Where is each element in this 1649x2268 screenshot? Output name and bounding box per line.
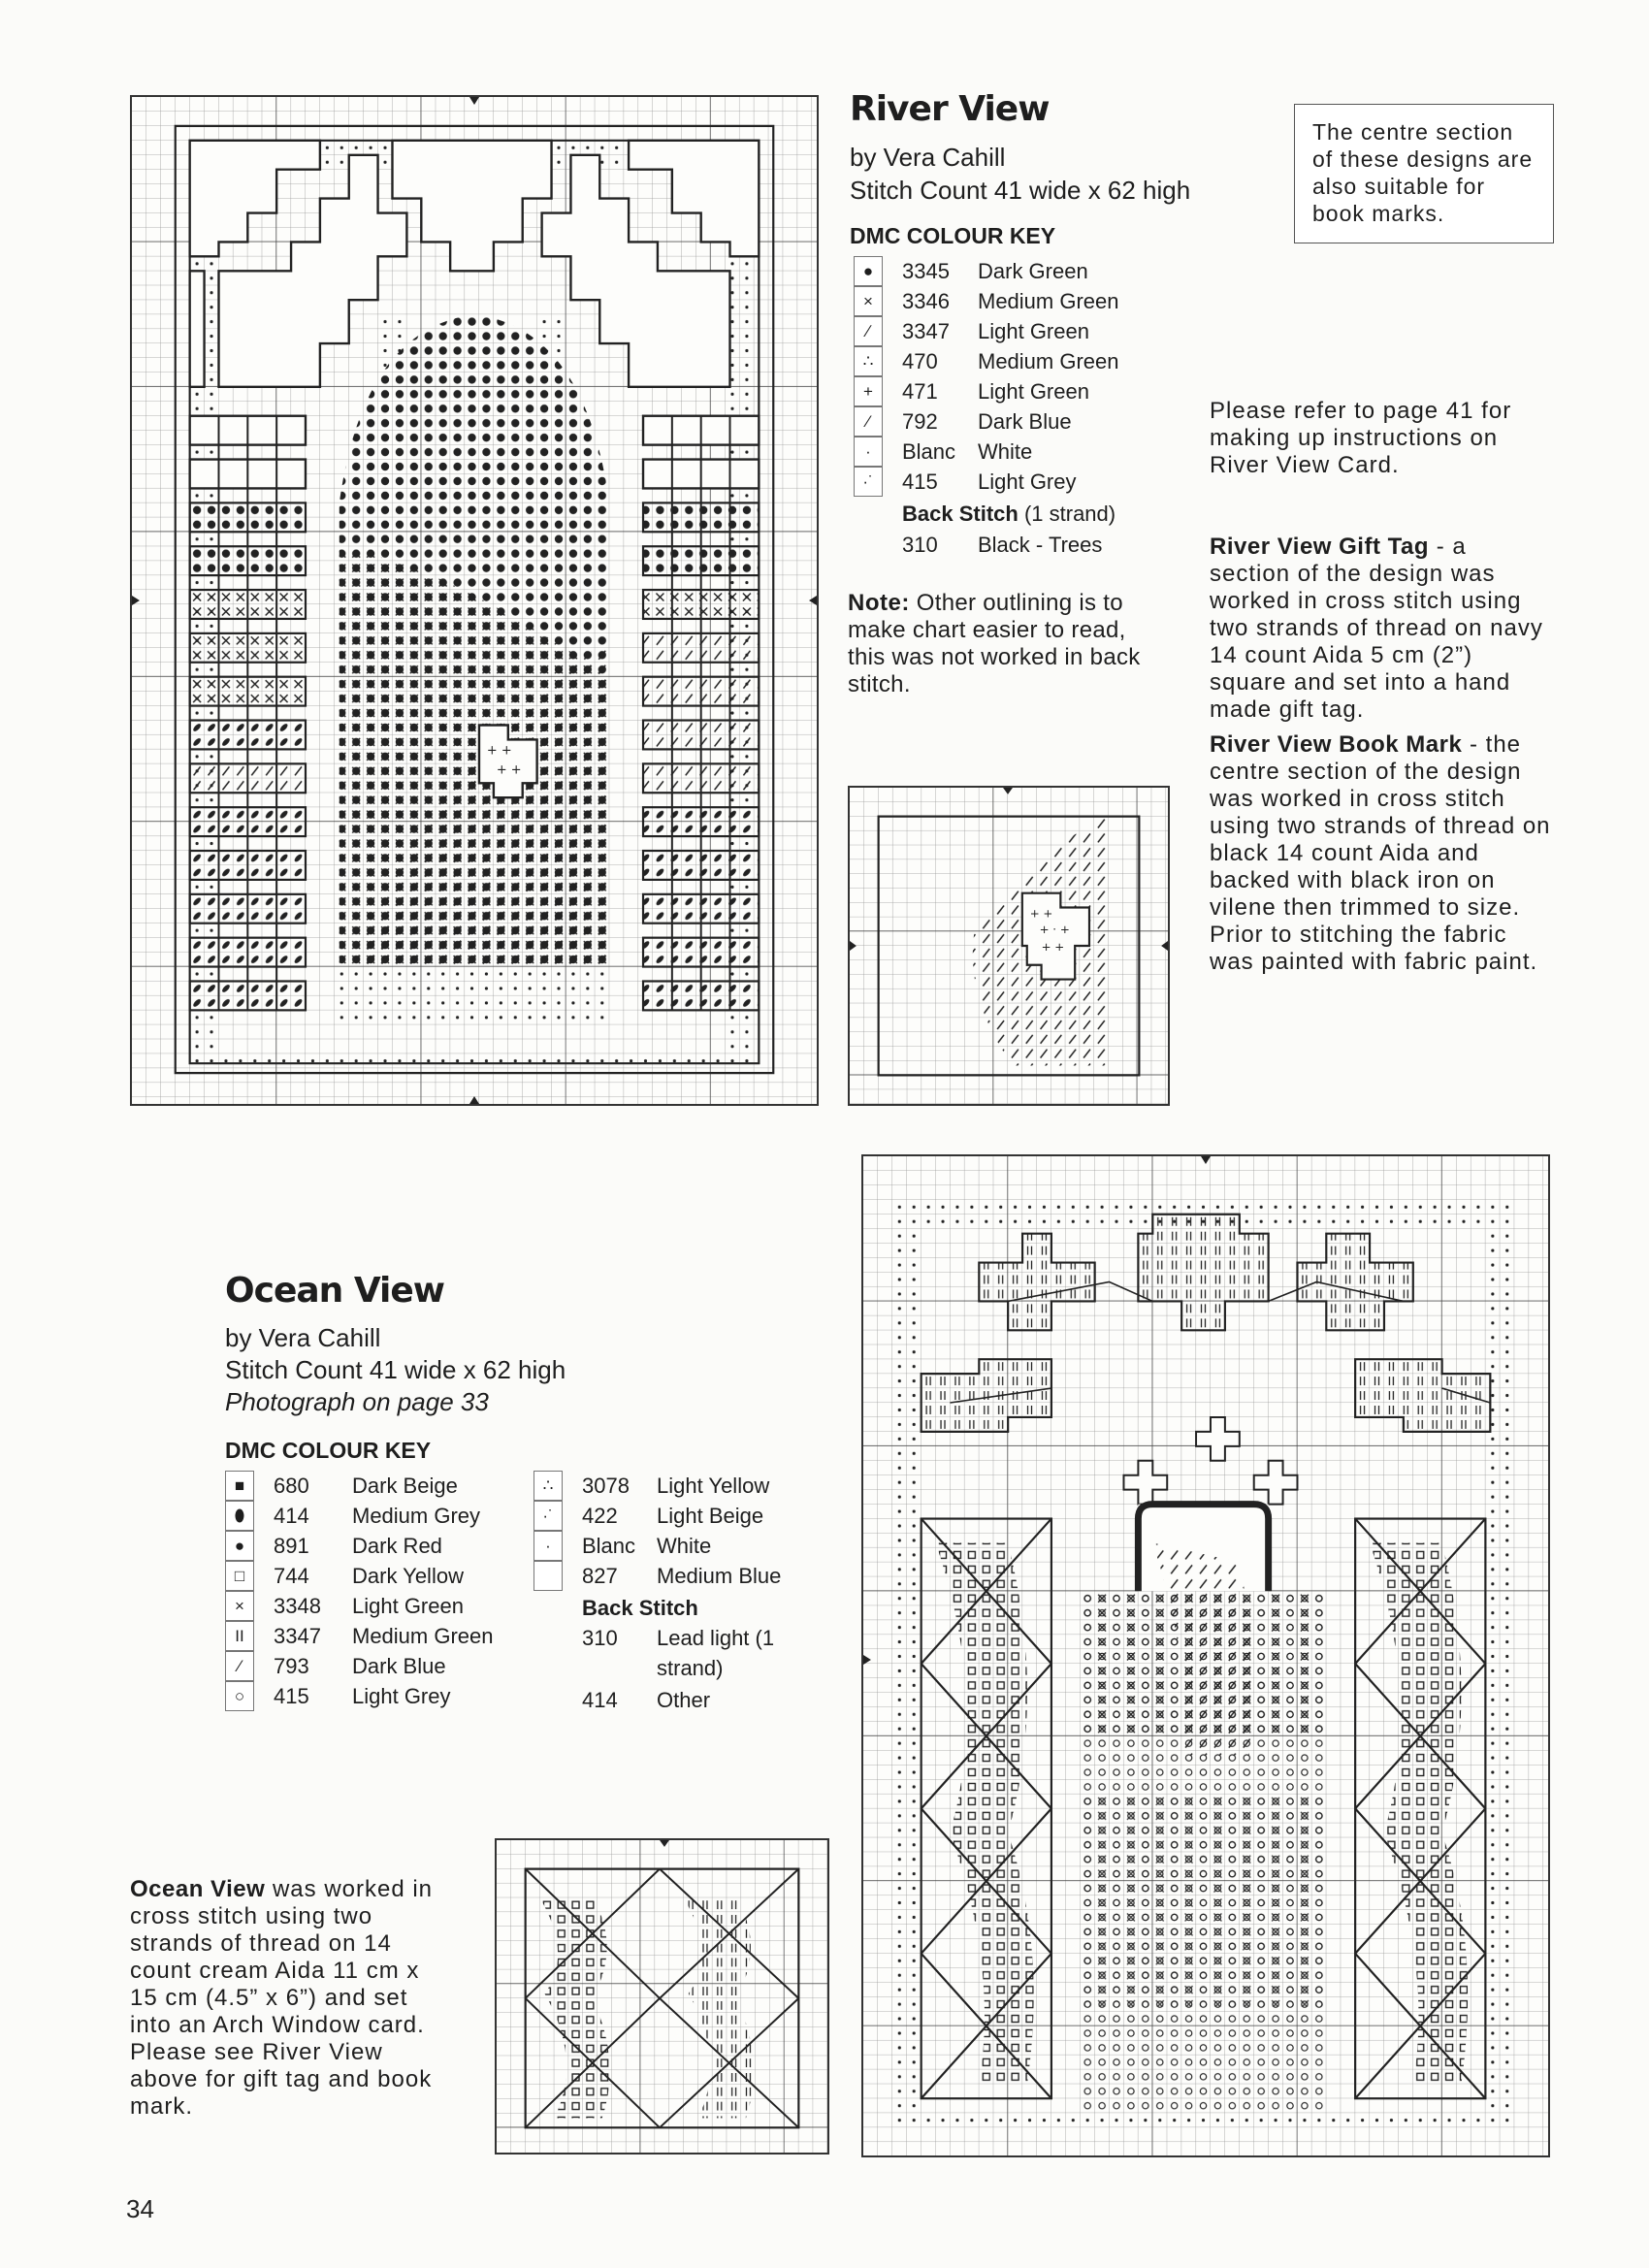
colour-name: Dark Red [352,1534,442,1558]
ocean-key-row [225,1681,516,1711]
ocean-key-row [225,1561,516,1591]
river-view-stitch-count: Stitch Count 41 wide x 62 high [850,176,1191,205]
ocean-key-row [225,1531,516,1561]
dmc-number: 414 [274,1504,309,1528]
colour-name: Light Green [352,1594,464,1618]
ocean-key-row [534,1501,824,1531]
river-view-book-mark-text [1210,731,1553,976]
symbol-swatch: □ [225,1561,254,1591]
symbol-swatch: ∕ [854,316,883,346]
book-mark-text: - the centre section of the design was worked in cross stitch using two strands of thread on black 14 count Aida and backed with black iron on vilene then trimmed to size. Prior to stitching the fabric was painted with fabric paint. [1210,731,1551,975]
colour-name: Light Grey [978,470,1077,494]
symbol-swatch: ○ [225,1681,254,1711]
back-stitch-label: Back Stitch [902,502,1018,526]
dmc-number: 415 [274,1684,309,1708]
ocean-view-title: Ocean View [225,1271,445,1311]
colour-name: Dark Blue [978,409,1072,434]
ocean-key-row [225,1621,516,1651]
river-key-row [854,406,1203,437]
symbol-swatch: ·˙ [534,1501,563,1531]
colour-name: Medium Blue [657,1564,782,1588]
dmc-number: 3347 [902,319,950,343]
dmc-number: 3345 [902,259,950,283]
ocean-view-author: by Vera Cahill [225,1323,381,1352]
colour-name: Dark Blue [352,1654,446,1678]
symbol-swatch: ● [854,256,883,286]
colour-name: Medium Green [352,1624,494,1648]
svg-text:+ · +: + · + [1039,923,1070,937]
symbol-swatch: ⬮ [225,1501,254,1531]
colour-name: Light Green [978,319,1089,343]
svg-text:+ +: + + [496,762,522,778]
svg-text:+ +: + + [486,743,512,759]
ocean-view-small-chart [495,1838,829,2155]
ocean-back-stitch-heading [582,1593,824,1623]
symbol-swatch: · [854,437,883,467]
symbol-swatch: ● [225,1531,254,1561]
book-mark-note-box: The centre section of these designs are also suitable for book marks. [1294,104,1554,243]
ocean-view-photo-ref: Photograph on page 33 [225,1387,489,1416]
symbol-swatch: · [534,1531,563,1561]
dmc-number: 744 [274,1564,309,1588]
symbol-swatch: × [225,1591,254,1621]
dmc-number: 792 [902,409,938,434]
ocean-key-row [534,1471,824,1501]
dmc-number: 310 [902,533,938,557]
ocean-view-stitch-count: Stitch Count 41 wide x 62 high [225,1355,566,1384]
river-key-row [854,316,1203,346]
dmc-number: 680 [274,1474,309,1498]
river-view-gift-tag-chart [848,786,1170,1106]
colour-name: Dark Green [978,259,1088,283]
colour-name: Light Yellow [657,1474,770,1498]
colour-name: Other [657,1688,711,1712]
colour-name: Light Grey [352,1684,451,1708]
colour-name: Dark Yellow [352,1564,464,1588]
river-view-title: River View [850,89,1050,129]
river-key-row [854,286,1203,316]
river-key-row [854,437,1203,467]
symbol-swatch: + [854,376,883,406]
dmc-number: 3346 [902,289,950,313]
svg-text:+ +: + + [1041,939,1065,954]
symbol-swatch: ·˙ [854,467,883,497]
colour-name: Light Green [978,379,1089,404]
dmc-number: 471 [902,379,938,404]
ocean-key-row [225,1501,516,1531]
river-back-stitch-row [854,530,1203,560]
worked-text: was worked in cross stitch using two strands of thread on 14 count cream Aida 11 cm x 15 cm (4.5” x 6”) and set into an Arch Window card. Please see River View above for gift tag and book mark. [130,1876,434,2120]
dmc-number: 3078 [582,1474,630,1498]
symbol-swatch: × [854,286,883,316]
ocean-key-row [225,1471,516,1501]
back-stitch-label: Back Stitch [582,1596,698,1620]
dmc-number: 470 [902,349,938,373]
ocean-back-stitch-row [534,1685,824,1715]
symbol-swatch: ■ [225,1471,254,1501]
dmc-number: 3347 [274,1624,321,1648]
symbol-swatch [534,1561,563,1591]
colour-name: White [657,1534,712,1558]
dmc-number: 422 [582,1504,618,1528]
colour-name: Light Beige [657,1504,764,1528]
river-view-note [848,590,1168,698]
ocean-key-row [534,1531,824,1561]
colour-name: Black - Trees [978,533,1103,557]
river-key-row [854,376,1203,406]
ocean-view-worked-text [130,1876,454,2121]
ocean-back-stitch-row [534,1623,824,1683]
colour-name: Dark Beige [352,1474,458,1498]
colour-name: Medium Green [978,349,1119,373]
river-key-row [854,467,1203,497]
note-label: Note: [848,590,910,616]
symbol-swatch: ∴ [854,346,883,376]
ocean-view-chart [861,1154,1550,2157]
note-text: Other outlining is to make chart easier to read, this was not worked in back stitch. [848,590,1141,697]
ocean-view-key-heading: DMC COLOUR KEY [225,1438,432,1463]
colour-name: White [978,439,1033,464]
back-stitch-strand: (1 strand) [1023,502,1116,526]
river-view-key-heading: DMC COLOUR KEY [850,223,1056,248]
dmc-number: 891 [274,1534,309,1558]
colour-name: Lead light (1 strand) [657,1626,775,1680]
gift-tag-label: River View Gift Tag [1210,534,1430,560]
river-view-refer-text: Please refer to page 41 for making up instructions on River View Card. [1210,398,1512,478]
symbol-swatch: ∴ [534,1471,563,1501]
dmc-number: 310 [582,1626,618,1650]
ocean-key-row [534,1561,824,1591]
river-view-author: by Vera Cahill [850,143,1006,172]
worked-label: Ocean View [130,1876,266,1902]
page-number: 34 [126,2194,154,2223]
river-view-gift-tag-text [1210,534,1553,724]
colour-name: Medium Green [978,289,1119,313]
dmc-number: 793 [274,1654,309,1678]
dmc-number: Blanc [582,1534,636,1558]
svg-text:+ +: + + [1029,906,1053,921]
colour-name: Medium Grey [352,1504,481,1528]
dmc-number: Blanc [902,439,956,464]
symbol-swatch: ⁄ [225,1651,254,1681]
book-mark-label: River View Book Mark [1210,731,1463,758]
dmc-number: 415 [902,470,938,494]
dmc-number: 3348 [274,1594,321,1618]
ocean-key-row [225,1591,516,1621]
ocean-key-row [225,1651,516,1681]
symbol-swatch: ⁄ [854,406,883,437]
symbol-swatch: II [225,1621,254,1651]
dmc-number: 827 [582,1564,618,1588]
river-key-row [854,256,1203,286]
dmc-number: 414 [582,1688,618,1712]
river-view-chart [130,95,819,1106]
river-key-row [854,346,1203,376]
gift-tag-text: - a section of the design was worked in cross stitch using two strands of thread on navy 14 count Aida 5 cm (2”) square and set into a hand made gift tag. [1210,534,1543,723]
river-back-stitch-heading [902,499,1212,529]
